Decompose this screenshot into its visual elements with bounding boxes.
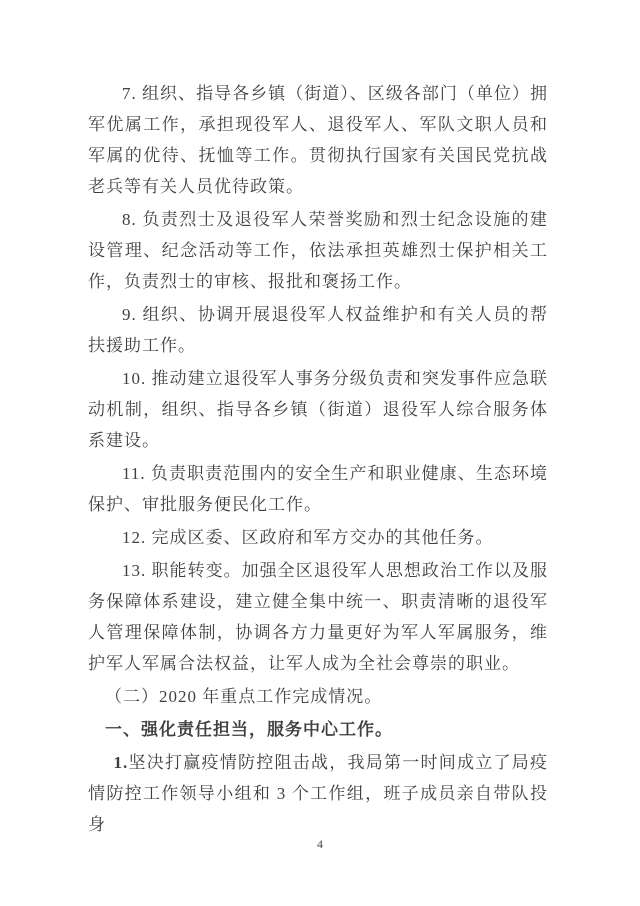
paragraph-item-1-pandemic — [88, 747, 548, 840]
paragraph-item-1-text: 坚决打赢疫情防控阻击战，我局第一时间成立了局疫情防控工作领导小组和 3 个工作组，班子成员亲自带队投身 — [88, 753, 548, 834]
section-heading-responsibility: 一、强化责任担当，服务中心工作。 — [105, 720, 393, 739]
paragraph-item-1-number: 1. — [113, 753, 129, 772]
section-subtitle-2020-work: （二）2020 年重点工作完成情况。 — [105, 687, 383, 706]
paragraph-duty-13: 13. 职能转变。加强全区退役军人思想政治工作以及服务保障体系建设，建立健全集中统一、职责清晰的退役军人管理保障体制，协调各方力量更好为军人军属服务，维护军人军属合法权益，让军人成为全社会尊崇的职业。 — [88, 561, 548, 673]
paragraph-duty-8: 8. 负责烈士及退役军人荣誉奖励和烈士纪念设施的建设管理、纪念活动等工作，依法承担英雄烈士保护相关工作，负责烈士的审核、报批和褒扬工作。 — [88, 210, 548, 291]
paragraph-duty-7: 7. 组织、指导各乡镇（街道）、区级各部门（单位）拥军优属工作，承担现役军人、退役军人、军队文职人员和军属的优待、抚恤等工作。贯彻执行国家有关国民党抗战老兵等有关人员优待政策。 — [88, 84, 548, 196]
paragraph-duty-12: 12. 完成区委、区政府和军方交办的其他任务。 — [122, 528, 494, 547]
paragraph-duty-10: 10. 推动建立退役军人事务分级负责和突发事件应急联动机制，组织、指导各乡镇（街道）退役军人综合服务体系建设。 — [88, 369, 548, 450]
document-content — [88, 78, 548, 842]
paragraph-duty-11: 11. 负责职责范围内的安全生产和职业健康、生态环境保护、审批服务便民化工作。 — [88, 464, 548, 514]
page-number: 4 — [317, 837, 323, 851]
paragraph-duty-9: 9. 组织、协调开展退役军人权益维护和有关人员的帮扶援助工作。 — [88, 305, 548, 355]
